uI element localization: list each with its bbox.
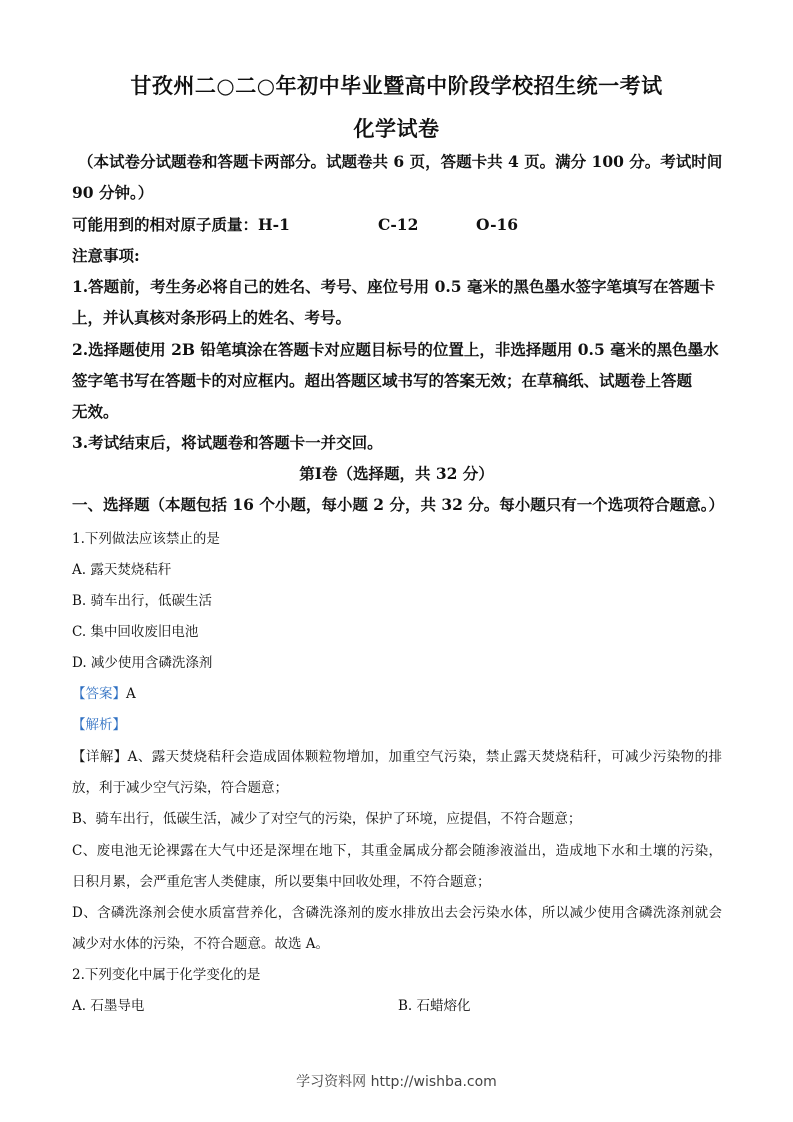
question-1-option-c: C. 集中回收废旧电池 xyxy=(72,624,199,640)
note-2-line-3: 无效。 xyxy=(72,402,119,421)
question-2-stem: 2.下列变化中属于化学变化的是 xyxy=(72,967,261,983)
atomic-mass-label: 可能用到的相对原子质量： xyxy=(72,215,259,234)
question-2-option-a: A. 石墨导电 xyxy=(72,998,145,1014)
detail-line-1: 【详解】A、露天焚烧秸秆会造成固体颗粒物增加，加重空气污染，禁止露天焚烧秸秆，可减少污染物的排 xyxy=(72,749,722,765)
instructions-line-1: （本试卷分试题卷和答题卡两部分。试题卷共 6 页，答题卡共 4 页。满分 100 分。考试时间 xyxy=(78,152,723,171)
atomic-mass-o: O-16 xyxy=(476,215,519,234)
detail-line-5: 日积月累，会严重危害人类健康，所以要集中回收处理，不符合题意； xyxy=(72,874,491,890)
part-title: 第Ⅰ卷（选择题，共 32 分） xyxy=(299,464,494,483)
note-1-line-1: 1.答题前，考生务必将自己的姓名、考号、座位号用 0.5 毫米的黑色墨水签字笔填写在答题卡 xyxy=(72,277,715,296)
question-1-option-b: B. 骑车出行，低碳生活 xyxy=(72,593,213,609)
note-2-line-1: 2.选择题使用 2B 铅笔填涂在答题卡对应题目标号的位置上，非选择题用 0.5 毫米的黑色墨水 xyxy=(72,340,719,359)
note-3: 3.考试结束后，将试题卷和答题卡一并交回。 xyxy=(72,433,383,452)
question-1-option-a: A. 露天焚烧秸秆 xyxy=(72,562,172,578)
exam-title: 甘孜州二○二○年初中毕业暨高中阶段学校招生统一考试 xyxy=(130,73,663,98)
question-1-option-d: D. 减少使用含磷洗涤剂 xyxy=(72,655,213,671)
question-2-option-b: B. 石蜡熔化 xyxy=(398,998,471,1014)
question-1-answer xyxy=(72,682,136,702)
footer-watermark: 学习资料网 http://wishba.com xyxy=(296,1074,497,1090)
exam-subtitle: 化学试卷 xyxy=(353,116,440,141)
notes-heading: 注意事项: xyxy=(72,246,140,265)
atomic-mass-c: C-12 xyxy=(378,215,419,234)
analysis-label: 【解析】 xyxy=(72,717,126,733)
detail-line-7: 减少对水体的污染，不符合题意。故选 A。 xyxy=(72,936,330,952)
answer-value: A xyxy=(126,686,136,702)
question-1-stem: 1.下列做法应该禁止的是 xyxy=(72,531,220,547)
detail-line-4: C、废电池无论裸露在大气中还是深埋在地下，其重金属成分都会随渗液溢出，造成地下水和土壤的污染， xyxy=(72,843,722,859)
answer-label: 【答案】 xyxy=(72,686,126,702)
detail-line-3: B、骑车出行，低碳生活，减少了对空气的污染，保护了环境，应提倡，不符合题意； xyxy=(72,811,582,827)
atomic-mass-h: H-1 xyxy=(258,215,290,234)
instructions-line-2: 90 分钟。） xyxy=(72,183,154,202)
detail-line-2: 放，利于减少空气污染，符合题意； xyxy=(72,780,288,796)
note-2-line-2: 签字笔书写在答题卡的对应框内。超出答题区域书写的答案无效；在草稿纸、试题卷上答题 xyxy=(72,371,693,390)
detail-line-6: D、含磷洗涤剂会使水质富营养化，含磷洗涤剂的废水排放出去会污染水体，所以减少使用含磷洗涤剂就会 xyxy=(72,905,722,921)
section-heading: 一、选择题（本题包括 16 个小题，每小题 2 分，共 32 分。每小题只有一个选项符合题意。） xyxy=(72,495,725,514)
atomic-mass-row xyxy=(72,213,518,235)
note-1-line-2: 上，并认真核对条形码上的姓名、考号。 xyxy=(72,308,352,327)
